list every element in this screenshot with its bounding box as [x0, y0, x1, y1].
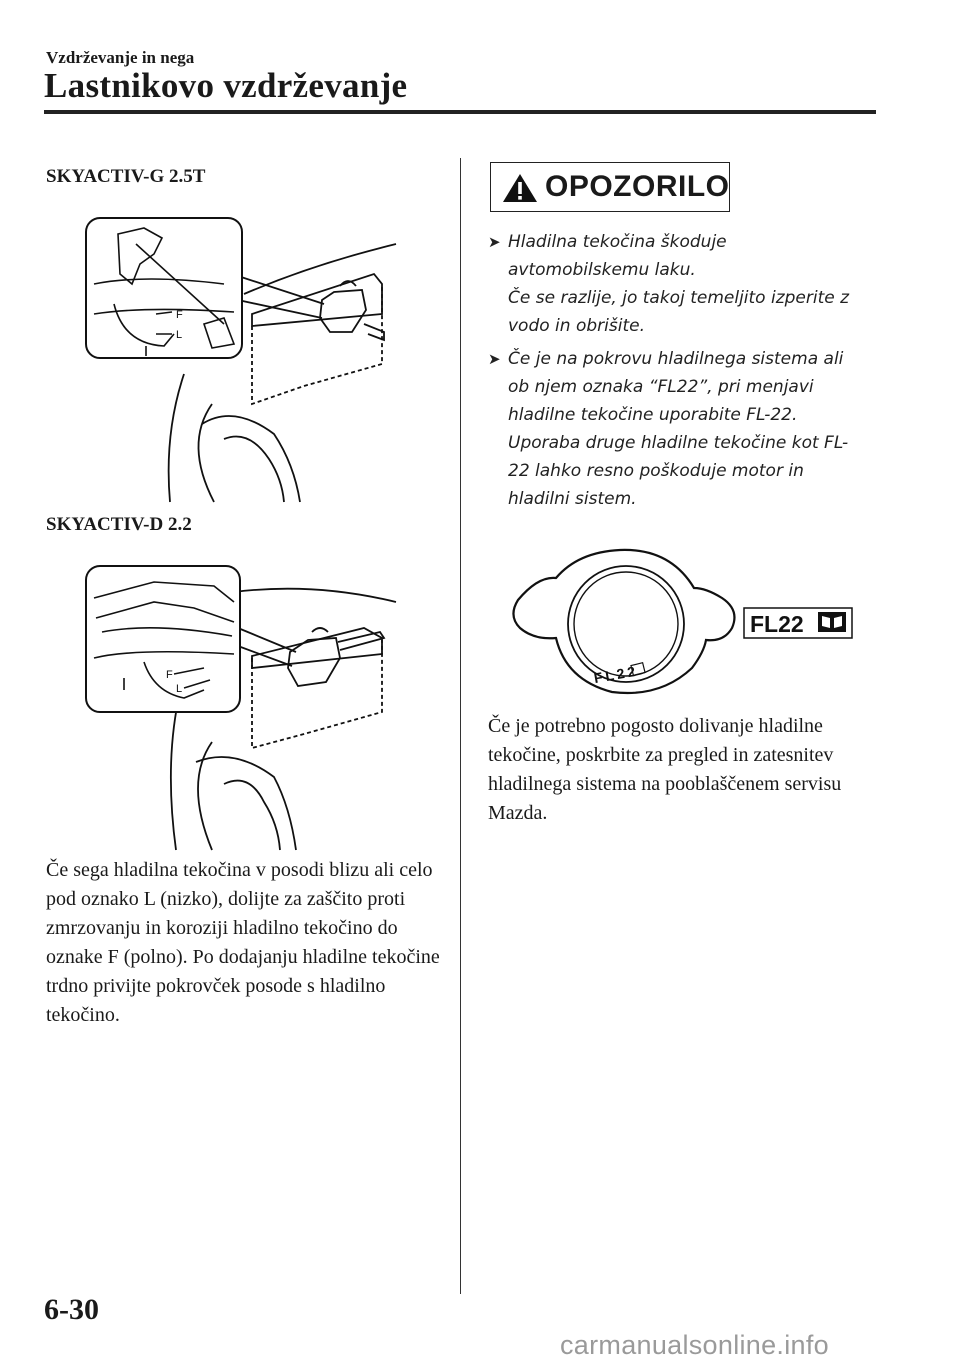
fig-mark-f: F — [176, 309, 183, 321]
engine-bay-illustration-d — [84, 562, 404, 852]
column-divider — [460, 158, 461, 1294]
bullet-arrow-icon: ➤ — [488, 350, 501, 368]
radiator-cap-illustration — [508, 548, 868, 698]
watermark: carmanualsonline.info — [560, 1330, 829, 1360]
warning-bullet-1 — [488, 228, 868, 340]
warning-bullet-2 — [488, 345, 868, 513]
frequent-refill-paragraph: Če je potrebno pogosto dolivanje hladilne tekočine, poskrbite za pregled in zatesnitev hladilnega sistema na pooblaščenem servisu Mazda. — [488, 715, 842, 824]
heading-skyactiv-d: SKYACTIV-D 2.2 — [46, 514, 192, 535]
fl22-label: FL22 — [750, 611, 804, 637]
warning-box — [490, 162, 730, 212]
section-label: Vzdrževanje in nega — [46, 48, 195, 67]
bullet-2-lead: Če je na pokrovu hladilnega sistema ali ob njem oznaka “FL22”, pri menjavi hladilne tekočine uporabite FL-22. Uporaba druge hladilne tekočine kot FL-22 lahko resno poškoduje motor in hladilni sistem. — [508, 349, 849, 509]
page-title: Lastnikovo vzdrževanje — [44, 66, 408, 105]
fig-mark-l-d: L — [176, 683, 183, 695]
fig-mark-f-d: F — [166, 669, 173, 681]
cap-ring-label: FL22 — [592, 662, 640, 687]
warning-title: OPOZORILO — [545, 170, 730, 203]
page-number: 6-30 — [44, 1293, 99, 1326]
title-rule — [44, 110, 876, 114]
heading-skyactiv-g: SKYACTIV-G 2.5T — [46, 166, 206, 187]
bullet-arrow-icon: ➤ — [488, 233, 501, 251]
manual-book-icon — [818, 612, 846, 632]
engine-bay-illustration-g — [84, 214, 404, 504]
bullet-1-lead: Hladilna tekočina škoduje avtomobilskemu laku. — [508, 232, 727, 280]
warning-triangle-icon — [501, 172, 539, 204]
coolant-level-paragraph: Če sega hladilna tekočina v posodi blizu ali celo pod oznako L (nizko), dolijte za zaščito proti zmrzovanju in koroziji hladilno tekočino do oznake F (polno). Po dodajanju hladilne tekočine trdno privijte pokrovček posode s hladilno tekočino. — [46, 859, 440, 1026]
bullet-1-detail: Če se razlije, jo takoj temeljito izperite z vodo in obrišite. — [508, 288, 850, 336]
fig-mark-l: L — [176, 329, 183, 341]
